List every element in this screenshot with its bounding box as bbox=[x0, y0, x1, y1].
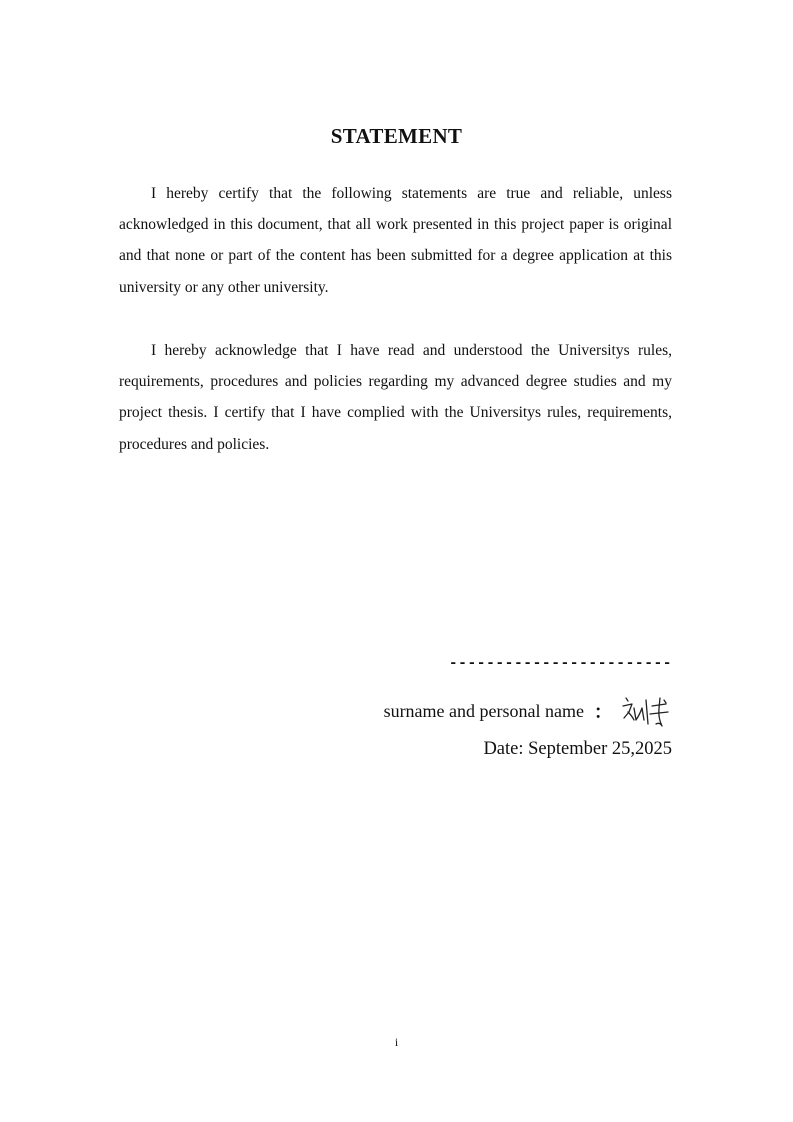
page-number: i bbox=[394, 1035, 399, 1049]
page-title: STATEMENT bbox=[330, 124, 463, 148]
certification-paragraph: I hereby certify that the following statements are true and reliable, unless acknowledged in this document, that all work presented in this project paper is original and that none or part of the content has been submitted for a degree application at this university or any other university. bbox=[119, 185, 672, 296]
handwritten-signature bbox=[620, 694, 672, 728]
name-row bbox=[384, 694, 672, 728]
name-colon: ： bbox=[594, 702, 612, 722]
date-label: Date: September 25,2025 bbox=[483, 739, 672, 759]
signature-line: ------------------------ bbox=[448, 655, 672, 672]
acknowledgement-paragraph: I hereby acknowledge that I have read and understood the Universitys rules, requirements, procedures and policies regarding my advanced degree studies and my project thesis. I certify that I have complied with the Universitys rules, requirements, procedures and policies. bbox=[119, 342, 672, 453]
name-label: surname and personal name bbox=[383, 700, 584, 721]
